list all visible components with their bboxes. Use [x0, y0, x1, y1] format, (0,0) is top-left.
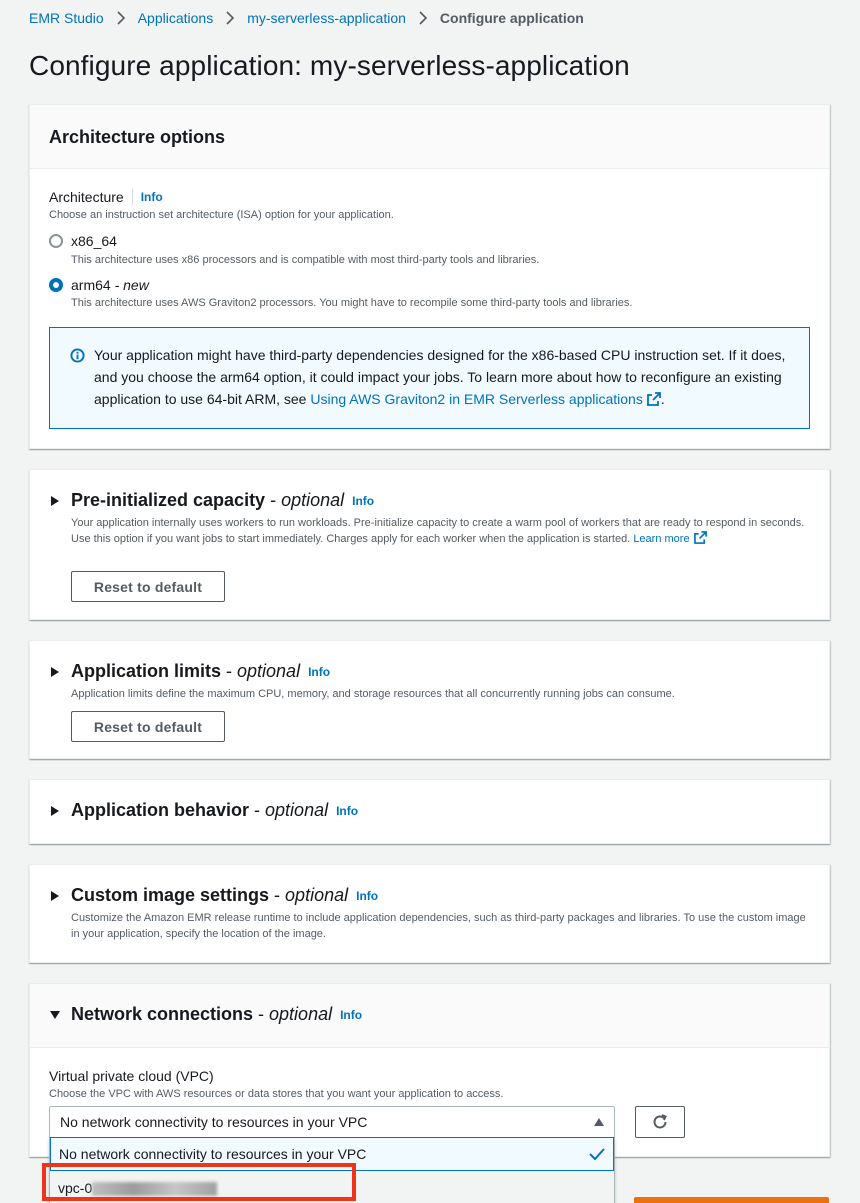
panel-header	[30, 105, 829, 169]
breadcrumb-applications[interactable]: Applications	[137, 10, 214, 26]
section-header[interactable]	[49, 490, 374, 511]
breadcrumb-current: Configure application	[439, 10, 584, 26]
redacted-text	[92, 1182, 217, 1196]
dash: -	[221, 661, 238, 681]
section-title	[71, 490, 344, 511]
radio-label-suffix: - new	[110, 277, 149, 293]
section-title-text: Custom image settings	[71, 885, 270, 905]
panel-title: Architecture options	[49, 127, 226, 147]
breadcrumb-emr-studio[interactable]: EMR Studio	[29, 10, 104, 26]
section-title-text: Application limits	[71, 661, 222, 681]
caret-up-icon	[594, 1118, 604, 1126]
external-link-icon	[694, 531, 707, 544]
dash: -	[253, 1004, 270, 1024]
caret-right-icon[interactable]	[49, 890, 61, 902]
caret-right-icon[interactable]	[49, 666, 61, 678]
description-text: Your application internally uses workers to run workloads. Pre-initialize capacity to create a warm pool of workers that are ready to respond in seconds. Use this option if you want jobs to start immediately. Charges apply for each worker when the application is started.	[71, 517, 805, 545]
section-title-text: Pre-initialized capacity	[71, 490, 266, 510]
alert-text: Your application might have third-party dependencies designed for the x86-based CPU instruction set. If it does, and you choose the arm64 option, it could impact your jobs. To learn more about how to reconfigure an existing application to use 64-bit ARM, see	[94, 347, 786, 407]
radio-button-selected[interactable]	[49, 278, 63, 292]
radio-x86_64[interactable]	[49, 233, 117, 249]
dash: -	[249, 800, 266, 820]
panel-header	[30, 984, 829, 1048]
section-header[interactable]	[49, 661, 330, 682]
divider	[132, 189, 133, 205]
vpc-label: Virtual private cloud (VPC)	[49, 1068, 214, 1084]
primary-button[interactable]	[634, 1197, 829, 1203]
radio-description: This architecture uses AWS Graviton2 processors. You might have to recompile some third-party tools and libraries.	[71, 297, 633, 309]
chevron-right-icon	[225, 11, 235, 25]
reset-to-default-button[interactable]: Reset to default	[71, 711, 225, 742]
option-label	[58, 1180, 217, 1196]
optional-label: optional	[269, 1004, 333, 1024]
vpc-dropdown-list	[49, 1137, 615, 1203]
section-title-text: Application behavior	[71, 800, 250, 820]
radio-button[interactable]	[49, 234, 63, 248]
vpc-select-value: No network connectivity to resources in your VPC	[60, 1114, 368, 1130]
section-header[interactable]	[49, 1004, 362, 1025]
section-title-text: Network connections	[71, 1004, 254, 1024]
chevron-right-icon	[418, 11, 428, 25]
graviton-docs-link[interactable]: Using AWS Graviton2 in EMR Serverless applications	[310, 391, 643, 407]
radio-label: x86_64	[71, 233, 117, 249]
custom-image-settings-panel	[29, 864, 830, 963]
external-link-icon	[647, 392, 661, 406]
vpc-select[interactable]	[49, 1106, 615, 1138]
dropdown-option[interactable]	[50, 1137, 614, 1171]
section-description: Customize the Amazon EMR release runtime to include application dependencies, such as third-party packages and libraries. To use the custom image in your application, specify the location of the image.	[71, 912, 806, 940]
section-header[interactable]	[49, 800, 358, 821]
architecture-description: Choose an instruction set architecture (ISA) option for your application.	[49, 209, 394, 221]
refresh-button[interactable]	[635, 1106, 685, 1138]
option-label-text: vpc-0	[58, 1179, 93, 1196]
page-title: Configure application: my-serverless-application	[29, 50, 630, 81]
dash: -	[265, 490, 282, 510]
info-link[interactable]: Info	[356, 888, 379, 903]
info-link[interactable]: Info	[308, 664, 331, 679]
option-label: No network connectivity to resources in your VPC	[59, 1146, 367, 1162]
refresh-icon	[651, 1113, 669, 1131]
breadcrumb-application[interactable]: my-serverless-application	[247, 10, 406, 26]
section-description	[71, 515, 816, 547]
section-title	[71, 1004, 332, 1025]
radio-label-text: arm64	[71, 277, 111, 293]
checkmark-icon	[589, 1148, 605, 1160]
radio-description: This architecture uses x86 processors and is compatible with most third-party tools and libraries.	[71, 254, 540, 266]
reset-to-default-button[interactable]: Reset to default	[71, 571, 225, 602]
section-header[interactable]	[49, 885, 378, 906]
optional-label: optional	[285, 885, 349, 905]
alert-text-end: .	[660, 391, 665, 407]
architecture-label	[49, 189, 163, 205]
chevron-right-icon	[116, 11, 126, 25]
section-description: Application limits define the maximum CPU, memory, and storage resources that all concurrently running jobs can consume.	[71, 688, 675, 700]
field-label-text: Architecture	[49, 189, 124, 205]
breadcrumb	[29, 8, 584, 28]
radio-label	[71, 277, 149, 293]
info-link[interactable]: Info	[340, 1007, 363, 1022]
info-link[interactable]: Info	[336, 803, 359, 818]
dropdown-option[interactable]	[50, 1171, 614, 1203]
section-title	[71, 885, 348, 906]
dash: -	[269, 885, 286, 905]
caret-right-icon[interactable]	[49, 495, 61, 507]
info-link[interactable]: Info	[352, 493, 375, 508]
vpc-description: Choose the VPC with AWS resources or data stores that you want your application to access.	[49, 1088, 504, 1100]
optional-label: optional	[281, 490, 345, 510]
architecture-options-panel	[29, 104, 830, 449]
caret-down-icon[interactable]	[49, 1009, 61, 1021]
info-circle-icon	[70, 348, 85, 363]
optional-label: optional	[237, 661, 301, 681]
section-title	[71, 800, 328, 821]
learn-more-link[interactable]: Learn more	[633, 533, 690, 545]
radio-arm64[interactable]	[49, 277, 149, 293]
section-title	[71, 661, 300, 682]
pre-initialized-capacity-panel	[29, 469, 830, 620]
application-limits-panel	[29, 640, 830, 759]
network-connections-panel	[29, 983, 830, 1157]
info-link[interactable]: Info	[140, 190, 163, 204]
optional-label: optional	[265, 800, 329, 820]
info-alert	[49, 327, 810, 429]
application-behavior-panel	[29, 779, 830, 844]
caret-right-icon[interactable]	[49, 805, 61, 817]
